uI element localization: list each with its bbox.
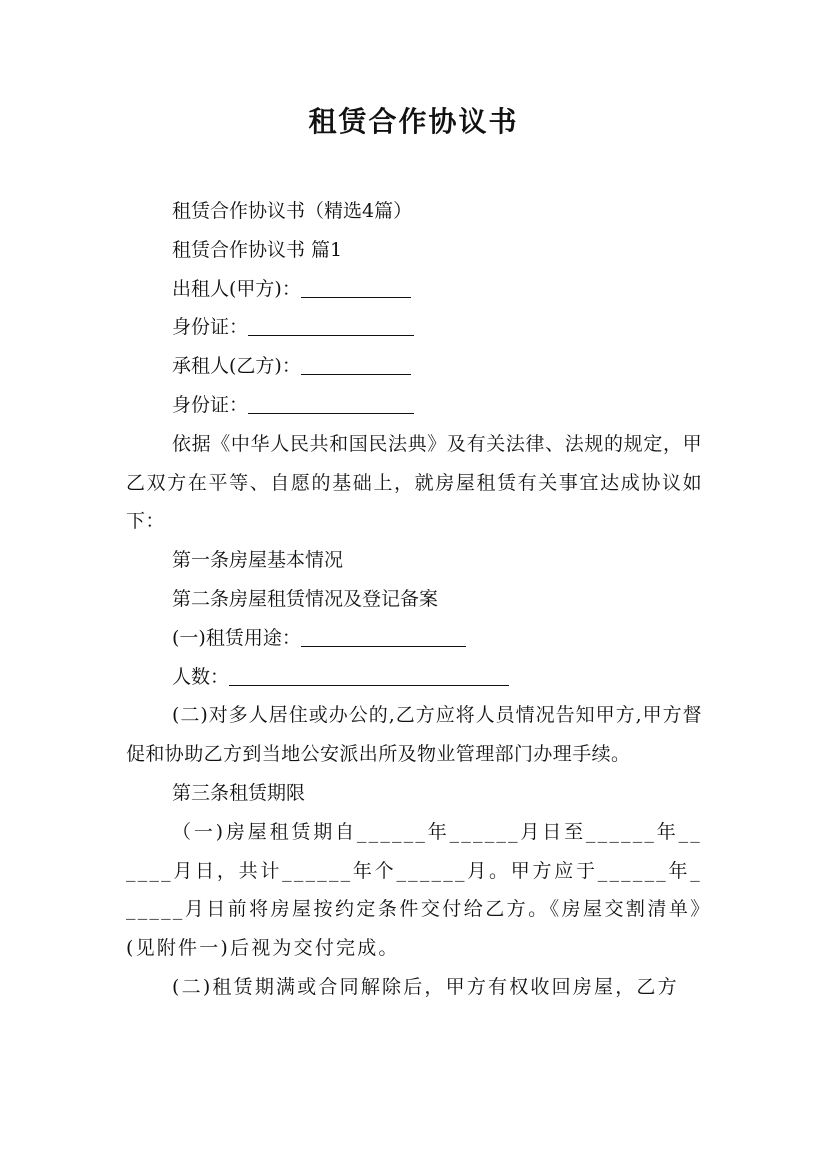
- lessor-label: 出租人(甲方)：: [172, 277, 301, 300]
- lessee-label: 承租人(乙方)：: [172, 355, 301, 378]
- rental-purpose-blank: [301, 626, 466, 647]
- intro-paragraph: 依据《中华人民共和国民法典》及有关法律、法规的规定，甲乙双方在平等、自愿的基础上，就房屋租赁有关事宜达成协议如下：: [126, 432, 702, 533]
- rental-purpose-line: [126, 619, 702, 658]
- lessee-id-label: 身份证：: [172, 393, 249, 416]
- rental-purpose-label: (一)租赁用途：: [172, 626, 301, 649]
- lessee-blank: [301, 354, 411, 375]
- article-3-heading: 第三条租赁期限: [172, 781, 306, 804]
- section-heading: 租赁合作协议书 篇1: [172, 238, 343, 261]
- lessee-id-blank: [248, 393, 414, 414]
- lessee-line: [126, 347, 702, 386]
- lessor-line: [126, 270, 702, 309]
- lessor-blank: [301, 277, 411, 298]
- lessor-id-line: [126, 308, 702, 347]
- lessee-id-line: [126, 386, 702, 425]
- headcount-blank: [229, 665, 509, 686]
- document-title: 租赁合作协议书: [308, 105, 519, 138]
- article-1-heading: 第一条房屋基本情况: [172, 549, 344, 572]
- clause-3-1: （一)房屋租赁期自______年______月日至______年______月日，共计______年个______月。甲方应于______年______月日前将房屋按约定条件交付给乙方。《房屋交割清单》(见附件一)后视为交付完成。: [126, 820, 702, 960]
- document-body: [126, 192, 702, 1007]
- clause-2-2: (二)对多人居住或办公的,乙方应将人员情况告知甲方,甲方督促和协助乙方到当地公安派出所及物业管理部门办理手续。: [126, 704, 702, 766]
- headcount-line: [126, 658, 702, 697]
- lessor-id-label: 身份证：: [172, 316, 249, 339]
- article-2-heading: 第二条房屋租赁情况及登记备案: [172, 587, 439, 610]
- clause-3-2: (二)租赁期满或合同解除后，甲方有权收回房屋，乙方: [172, 975, 679, 998]
- headcount-label: 人数：: [172, 665, 230, 688]
- document-subtitle: 租赁合作协议书（精选4篇）: [172, 200, 413, 222]
- lessor-id-blank: [248, 315, 414, 336]
